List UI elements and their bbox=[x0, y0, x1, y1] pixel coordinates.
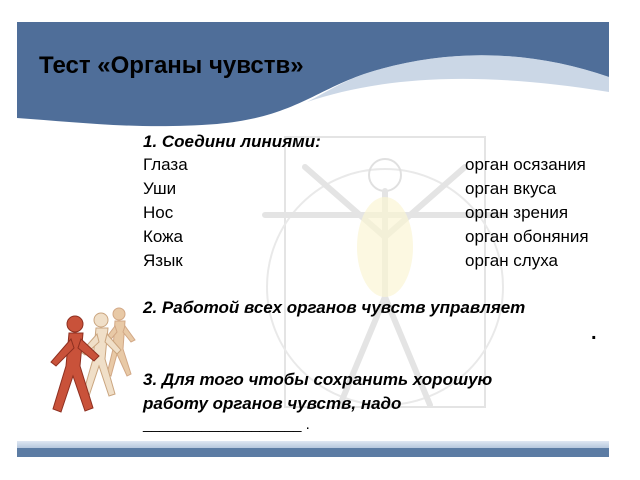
left-item-tongue[interactable]: Язык bbox=[143, 251, 183, 270]
left-item-eyes[interactable]: Глаза bbox=[143, 155, 188, 174]
slide bbox=[17, 22, 609, 466]
question-3-line-1: 3. Для того чтобы сохранить хорошую bbox=[143, 370, 493, 389]
left-item-ears[interactable]: Уши bbox=[143, 179, 177, 198]
header-wave-background bbox=[17, 22, 609, 142]
slide-title: Тест «Органы чувств» bbox=[39, 52, 304, 79]
footer-light-band bbox=[17, 441, 609, 448]
question-3-line-2: работу органов чувств, надо bbox=[143, 394, 402, 413]
question-1-heading: 1. Соедини линиями: bbox=[143, 132, 321, 151]
right-item-touch[interactable]: орган осязания bbox=[465, 155, 586, 174]
question-2-end-mark: . bbox=[591, 322, 597, 344]
footer-bar bbox=[17, 448, 609, 457]
right-item-smell[interactable]: орган обоняния bbox=[465, 227, 589, 246]
left-item-skin[interactable]: Кожа bbox=[143, 227, 183, 246]
question-3-answer-blank[interactable]: ___________________ . bbox=[143, 416, 310, 433]
question-2-text: 2. Работой всех органов чувств управляет bbox=[143, 298, 526, 317]
right-item-sight[interactable]: орган зрения bbox=[465, 203, 569, 222]
right-item-hearing[interactable]: орган слуха bbox=[465, 251, 558, 270]
running-anatomy-figures bbox=[31, 304, 141, 424]
right-item-taste[interactable]: орган вкуса bbox=[465, 179, 557, 198]
left-item-nose[interactable]: Нос bbox=[143, 203, 174, 222]
